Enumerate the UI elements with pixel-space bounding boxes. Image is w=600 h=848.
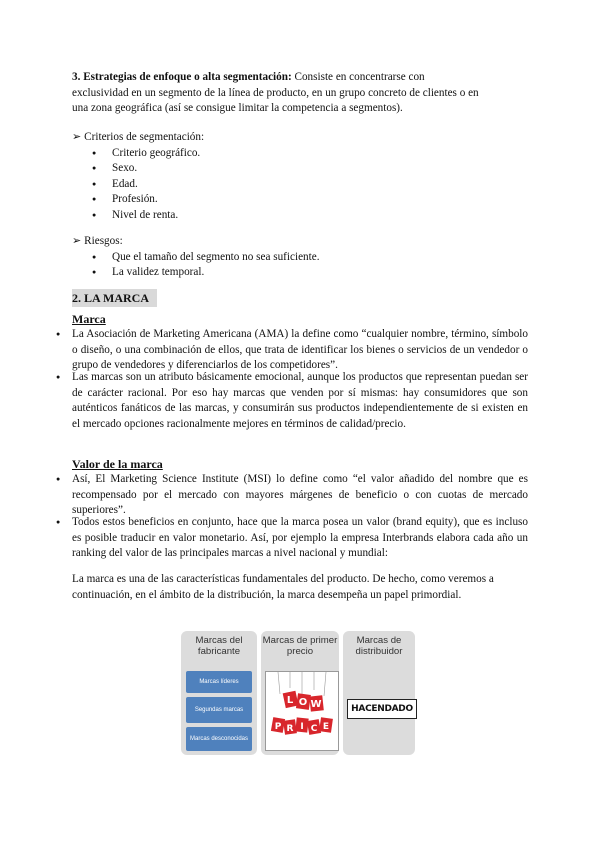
price-letter: E <box>322 722 330 732</box>
hacendado-logo-text: HACENDADO <box>351 704 413 714</box>
valor-bullet-1 <box>56 472 528 519</box>
marca-bullet-text: Las marcas son un atributo básicamente emocional, aunque los productos que representan puedan ser de carácter racional. Por eso hay marcas que venden por sí mismas: hay consumidores que son auténticos fanáticos de las marcas, y consumirán sus productos independientemente de si existen en el mercado opciones racionalmente mejores en términos de calidad/precio. <box>72 371 528 430</box>
column-first-price-brands <box>261 631 339 755</box>
hacendado-logo <box>347 699 417 719</box>
valor-bullet-2 <box>56 515 528 562</box>
riesgos-heading: ➢ Riesgos: <box>72 235 123 247</box>
list-item: ● Que el tamaño del segmento no sea suficiente. <box>92 250 320 266</box>
marca-bullet-2 <box>56 370 528 448</box>
bullet-dot-icon: ● <box>56 475 61 483</box>
price-letter: R <box>286 724 294 734</box>
marca-bullet-text: La Asociación de Marketing Americana (AMA) la define como “cualquier nombre, término, símbolo o diseño, o una combinación de ellos, que trata de identificar los bienes o servicios de un vendedor o grupo de vendedores y diferenciarlos de los competidores”. <box>72 328 528 372</box>
price-letter: I <box>300 722 304 732</box>
marca-heading: Marca <box>72 312 106 326</box>
list-item: ● Sexo. <box>92 161 200 177</box>
strategy-3-title: 3. Estrategias de enfoque o alta segmentación: <box>72 71 292 83</box>
strategy-3-line-3: una zona geográfica (así se consigue limitar la competencia a segmentos). <box>72 102 403 115</box>
strategy-3-line-2: exclusividad en un segmento de la línea de producto, en un grupo concreto de clientes o en <box>72 86 479 99</box>
bullet-dot-icon: ● <box>56 330 61 338</box>
column-title: Marcas de distribuidor <box>355 635 403 657</box>
valor-bullet-text: Todos estos beneficios en conjunto, hace que la marca posea un valor (brand equity), que es incluso es posible traducir en valor monetario. Así, por ejemplo la empresa Interbrands elabora cada año un ranking del valor de las principales marcas a nivel nacional y mundial: <box>72 516 528 560</box>
second-brands-box: Segundas marcas <box>186 697 252 723</box>
column-title: Marcas de primer precio <box>262 635 338 657</box>
leader-brands-box: Marcas líderes <box>186 671 252 693</box>
brand-types-diagram <box>181 631 415 755</box>
column-distributor-brands <box>343 631 415 755</box>
low-price-image <box>265 671 339 751</box>
low-letter: O <box>298 697 308 708</box>
valor-heading: Valor de la marca <box>72 457 163 471</box>
list-item: ● Nivel de renta. <box>92 208 200 224</box>
closing-paragraph: La marca es una de las características fundamentales del producto. De hecho, como veremos a continuación, en el ámbito de la distribución, la marca desempeña un papel primordial. <box>72 573 494 601</box>
column-title: Marcas del fabricante <box>195 635 243 657</box>
unknown-brands-box: Marcas desconocidas <box>186 727 252 751</box>
list-item: ● Edad. <box>92 177 200 193</box>
low-price-tags-icon <box>266 672 338 750</box>
bullet-dot-icon: ● <box>56 518 61 526</box>
bullet-dot-icon: ● <box>56 373 61 381</box>
low-letter: L <box>286 695 294 706</box>
list-item: ● Profesión. <box>92 192 200 208</box>
strategy-3-line-1 <box>72 70 532 86</box>
criterios-list <box>92 146 200 224</box>
criterios-heading: ➢ Criterios de segmentación: <box>72 131 205 143</box>
marca-bullet-1 <box>56 327 528 374</box>
riesgos-list <box>92 250 320 281</box>
section-2-title: 2. LA MARCA <box>72 289 157 307</box>
price-letter: P <box>274 722 282 732</box>
strategy-3-text-1: Consiste en concentrarse con <box>291 71 425 83</box>
valor-bullet-text: Así, El Marketing Science Institute (MSI) lo define como “el valor añadido del nombre que es recompensado por el mercado con mayores márgenes de beneficio o con cuotas de mercado superiores”. <box>72 473 528 517</box>
list-item: ● Criterio geográfico. <box>92 146 200 162</box>
list-item: ● La validez temporal. <box>92 265 320 281</box>
column-manufacturer-brands <box>181 631 257 755</box>
price-letter: C <box>310 724 318 734</box>
low-letter: W <box>310 699 322 710</box>
